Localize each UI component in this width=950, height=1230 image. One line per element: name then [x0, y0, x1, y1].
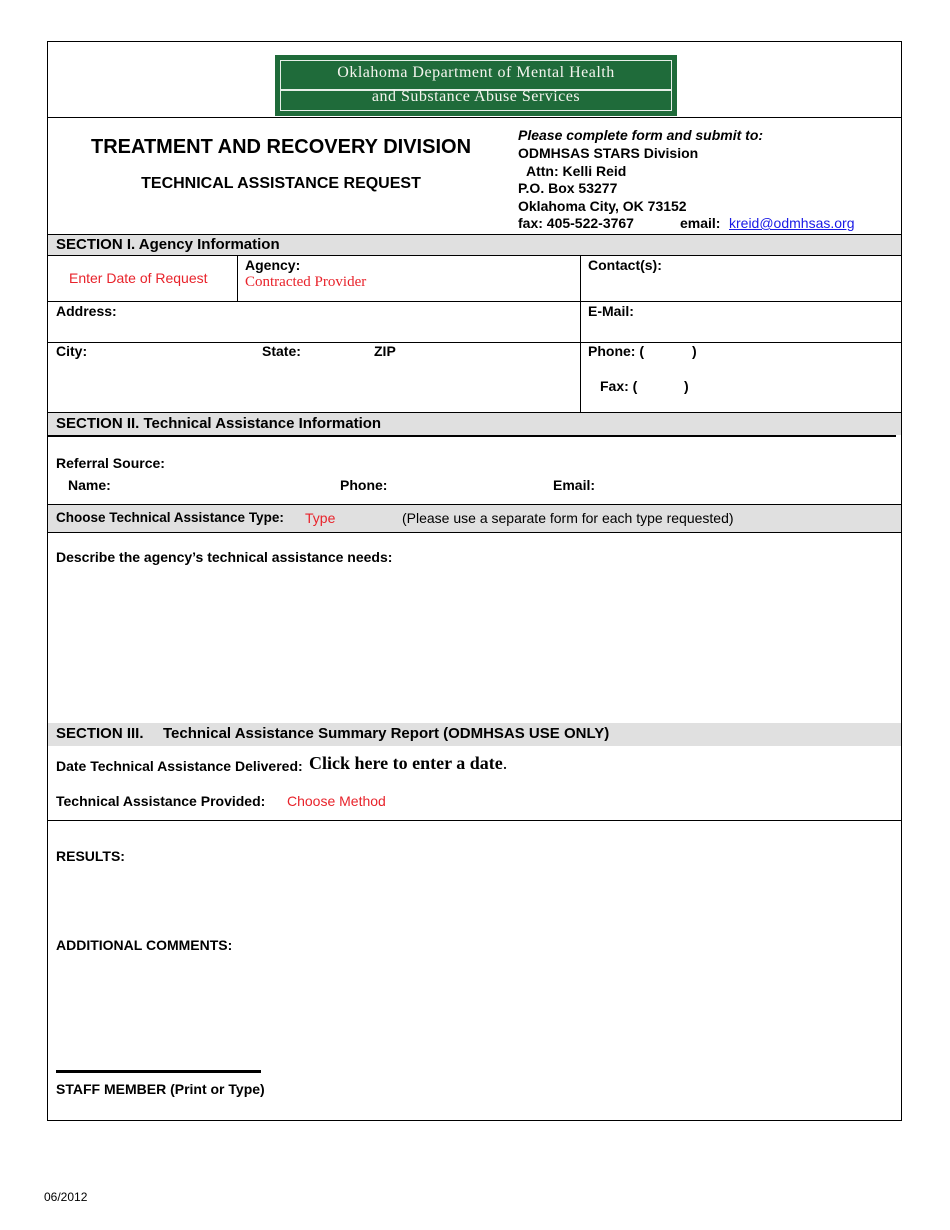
delivered-label: Date Technical Assistance Delivered:	[56, 758, 303, 774]
referral-phone-label: Phone:	[340, 477, 388, 493]
comments-textarea[interactable]	[56, 958, 894, 1058]
section-3-title-b: Technical Assistance Summary Report (ODMHSAS USE ONLY)	[163, 725, 610, 742]
delivered-date-value: Click here to enter a date	[309, 753, 503, 773]
fax-label: Fax: (	[600, 378, 638, 394]
provided-method-dropdown[interactable]: Choose Method	[287, 793, 386, 809]
staff-member-label: STAFF MEMBER (Print or Type)	[56, 1081, 265, 1097]
address-line-3: P.O. Box 53277	[518, 180, 618, 196]
odmhsas-logo	[275, 55, 677, 116]
agency-label: Agency:	[245, 257, 301, 273]
results-textarea[interactable]	[56, 868, 894, 928]
email-field-label: E-Mail:	[588, 303, 634, 319]
ta-type-label: Choose Technical Assistance Type:	[56, 510, 284, 525]
referral-source-label: Referral Source:	[56, 455, 165, 471]
city-label: City:	[56, 343, 88, 359]
revision-date: 06/2012	[44, 1190, 88, 1204]
phone-close: )	[692, 343, 697, 359]
provided-label: Technical Assistance Provided:	[56, 793, 266, 809]
staff-signature-line[interactable]	[56, 1070, 261, 1073]
ta-type-note: (Please use a separate form for each type requested)	[402, 510, 734, 526]
fax-number: fax: 405-522-3767	[518, 215, 634, 231]
address-line-4: Oklahoma City, OK 73152	[518, 198, 687, 214]
email-link[interactable]: kreid@odmhsas.org	[729, 215, 855, 231]
section-2-title: SECTION II. Technical Assistance Information	[56, 415, 382, 432]
logo-line-2: and Substance Abuse Services	[371, 88, 581, 105]
ta-type-dropdown[interactable]: Type	[305, 510, 336, 526]
delivered-date-field[interactable]	[309, 753, 507, 774]
phone-label: Phone: (	[588, 343, 644, 359]
address-line-2: Attn: Kelli Reid	[526, 163, 627, 179]
referral-name-label: Name:	[68, 477, 111, 493]
agency-field[interactable]: Contracted Provider	[245, 274, 367, 290]
address-label: Address:	[56, 303, 117, 319]
contacts-label: Contact(s):	[588, 257, 662, 273]
needs-textarea[interactable]	[56, 570, 894, 718]
fax-close: )	[684, 378, 689, 394]
form-title: TECHNICAL ASSISTANCE REQUEST	[141, 175, 421, 192]
date-of-request-field[interactable]: Enter Date of Request	[69, 270, 208, 286]
zip-label: ZIP	[374, 343, 396, 359]
needs-label: Describe the agency’s technical assistance needs:	[56, 549, 393, 565]
logo-line-1: Oklahoma Department of Mental Health	[337, 64, 615, 81]
submit-instruction: Please complete form and submit to:	[518, 127, 764, 143]
address-line-1: ODMHSAS STARS Division	[518, 145, 699, 161]
results-label: RESULTS:	[56, 848, 125, 864]
referral-email-label: Email:	[553, 477, 596, 493]
state-label: State:	[262, 343, 301, 359]
division-title: TREATMENT AND RECOVERY DIVISION	[90, 136, 472, 158]
comments-label: ADDITIONAL COMMENTS:	[56, 937, 233, 953]
email-label: email:	[680, 215, 721, 231]
section-1-title: SECTION I. Agency Information	[56, 236, 280, 253]
header-divider	[48, 117, 901, 118]
delivered-date-period: .	[502, 753, 508, 773]
section-3-title-a: SECTION III.	[56, 725, 144, 742]
